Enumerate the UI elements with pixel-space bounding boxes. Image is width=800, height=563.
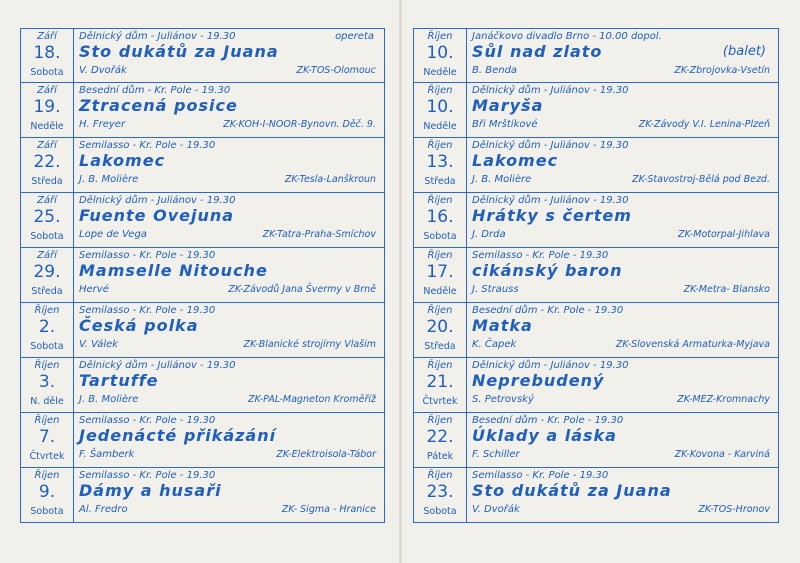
- schedule-row: [413, 303, 779, 358]
- ensemble: ZK-Závodů Jana Švermy v Brně: [228, 284, 376, 295]
- performance-info: [472, 29, 774, 82]
- weekday: Sobota: [423, 506, 457, 517]
- weekday: Středa: [424, 341, 456, 352]
- author: Hervé: [79, 284, 109, 295]
- month: Říjen: [427, 415, 453, 426]
- venue-time: Besední dům - Kr. Pole - 19.30: [472, 305, 624, 316]
- venue-time: Semilasso - Kr. Pole - 19.30: [79, 305, 216, 316]
- day: 23.: [426, 482, 454, 502]
- weekday: Neděle: [423, 67, 457, 78]
- month: Září: [37, 31, 57, 42]
- performance-info: [79, 413, 380, 467]
- performance-info: [79, 29, 380, 82]
- venue-time: Semilasso - Kr. Pole - 19.30: [472, 250, 609, 261]
- month: Říjen: [427, 250, 453, 261]
- schedule-row: [20, 248, 385, 303]
- venue-time: Semilasso - Kr. Pole - 19.30: [79, 415, 216, 426]
- venue-time: Dělnický dům - Juliánov - 19.30: [472, 140, 629, 151]
- performance-info: [472, 193, 774, 247]
- day: 18.: [33, 43, 61, 63]
- author: B. Benda: [472, 65, 518, 76]
- performance-info: [79, 468, 380, 522]
- schedule-row: [20, 468, 385, 523]
- schedule-row: [413, 248, 779, 303]
- venue-time: Dělnický dům - Juliánov - 19.30: [79, 31, 236, 42]
- day: 13.: [426, 152, 454, 172]
- date-cell: [414, 413, 467, 467]
- schedule-row: [20, 28, 385, 83]
- ensemble: ZK-Slovenská Armaturka-Myjava: [615, 339, 770, 350]
- month: Říjen: [34, 305, 60, 316]
- month: Září: [37, 85, 57, 96]
- play-title: Česká polka: [79, 316, 199, 335]
- left-page-schedule: [20, 28, 385, 523]
- date-cell: [414, 248, 467, 302]
- date-cell: [21, 303, 74, 357]
- venue-time: Semilasso - Kr. Pole - 19.30: [79, 140, 216, 151]
- venue-time: Besední dům - Kr. Pole - 19.30: [79, 85, 231, 96]
- play-title: Fuente Ovejuna: [79, 206, 235, 225]
- day: 9.: [38, 482, 56, 502]
- date-cell: [21, 358, 74, 412]
- schedule-row: [413, 28, 779, 83]
- play-title: Tartuffe: [79, 371, 159, 390]
- weekday: Sobota: [30, 341, 64, 352]
- day: 21.: [426, 372, 454, 392]
- performance-info: [472, 248, 774, 302]
- date-cell: [21, 138, 74, 192]
- play-title: Sto dukátů za Juana: [79, 42, 279, 61]
- author: J. B. Molière: [79, 174, 139, 185]
- play-title: Úklady a láska: [472, 426, 617, 445]
- month: Září: [37, 195, 57, 206]
- genre-note: opereta: [335, 31, 374, 42]
- weekday: Středa: [424, 176, 456, 187]
- ensemble: ZK-KOH-I-NOOR-Bynovn. Děč. 9.: [223, 119, 376, 130]
- day: 3.: [38, 372, 56, 392]
- day: 20.: [426, 317, 454, 337]
- author: K. Čapek: [472, 339, 517, 350]
- date-cell: [414, 138, 467, 192]
- author: V. Dvořák: [472, 504, 520, 515]
- weekday: Čtvrtek: [29, 451, 65, 462]
- venue-time: Semilasso - Kr. Pole - 19.30: [472, 470, 609, 481]
- play-title: Maryša: [472, 96, 544, 115]
- schedule-row: [20, 413, 385, 468]
- month: Září: [37, 250, 57, 261]
- weekday: Středa: [31, 176, 63, 187]
- weekday: Sobota: [30, 67, 64, 78]
- ensemble: ZK-Metra- Blansko: [683, 284, 770, 295]
- play-title: Hrátky s čertem: [472, 206, 632, 225]
- performance-info: [79, 303, 380, 357]
- author: H. Freyer: [79, 119, 126, 130]
- play-title: Mamselle Nitouche: [79, 261, 268, 280]
- venue-time: Dělnický dům - Juliánov - 19.30: [79, 360, 236, 371]
- day: 29.: [33, 262, 61, 282]
- schedule-row: [20, 138, 385, 193]
- play-title: Matka: [472, 316, 533, 335]
- day: 22.: [426, 427, 454, 447]
- author: F. Schiller: [472, 449, 520, 460]
- right-page-schedule: [413, 28, 779, 523]
- schedule-row: [20, 358, 385, 413]
- ensemble: ZK-PAL-Magneton Kroměříž: [247, 394, 376, 405]
- play-title: Jedenácté přikázání: [79, 426, 277, 445]
- month: Říjen: [34, 415, 60, 426]
- venue-time: Semilasso - Kr. Pole - 19.30: [79, 470, 216, 481]
- date-cell: [21, 248, 74, 302]
- ensemble: ZK-Motorpal-Jihlava: [678, 229, 770, 240]
- schedule-row: [413, 193, 779, 248]
- weekday: Neděle: [30, 121, 64, 132]
- ensemble: ZK-Zbrojovka-Vsetín: [674, 65, 770, 76]
- schedule-row: [20, 193, 385, 248]
- weekday: Neděle: [423, 286, 457, 297]
- day: 10.: [426, 97, 454, 117]
- date-cell: [414, 358, 467, 412]
- ensemble: ZK-TOS-Olomouc: [296, 65, 376, 76]
- ensemble: ZK-Závody V.I. Lenina-Plzeň: [638, 119, 770, 130]
- schedule-row: [413, 83, 779, 138]
- ensemble: ZK-Tesla-Lanškroun: [284, 174, 376, 185]
- author: J. Strauss: [472, 284, 519, 295]
- venue-time: Besední dům - Kr. Pole - 19.30: [472, 415, 624, 426]
- ensemble: ZK-Kovona - Karviná: [674, 449, 770, 460]
- date-cell: [414, 468, 467, 522]
- ensemble: ZK-TOS-Hronov: [698, 504, 770, 515]
- performance-info: [79, 138, 380, 192]
- date-cell: [21, 193, 74, 247]
- author: Al. Fredro: [79, 504, 128, 515]
- ensemble: ZK-Elektroisola-Tábor: [276, 449, 376, 460]
- page-fold: [399, 0, 402, 563]
- ensemble: ZK-Tatra-Praha-Smíchov: [262, 229, 376, 240]
- month: Říjen: [427, 470, 453, 481]
- performance-info: [79, 248, 380, 302]
- play-title: Neprebudený: [472, 371, 605, 390]
- title-note: (balet): [722, 44, 766, 59]
- schedule-row: [413, 413, 779, 468]
- performance-info: [79, 83, 380, 137]
- schedule-row: [413, 138, 779, 193]
- performance-info: [472, 83, 774, 137]
- day: 10.: [426, 43, 454, 63]
- day: 25.: [33, 207, 61, 227]
- weekday: Neděle: [423, 121, 457, 132]
- author: Bři Mrštíkové: [472, 119, 538, 130]
- date-cell: [414, 303, 467, 357]
- ensemble: ZK-Stavostroj-Bělá pod Bezd.: [632, 174, 770, 185]
- month: Říjen: [427, 195, 453, 206]
- weekday: Sobota: [30, 506, 64, 517]
- performance-info: [472, 138, 774, 192]
- venue-time: Dělnický dům - Juliánov - 19.30: [472, 360, 629, 371]
- venue-time: Dělnický dům - Juliánov - 19.30: [472, 195, 629, 206]
- weekday: Pátek: [426, 451, 454, 462]
- weekday: Sobota: [423, 231, 457, 242]
- day: 16.: [426, 207, 454, 227]
- date-cell: [21, 468, 74, 522]
- performance-info: [472, 303, 774, 357]
- play-title: Lakomec: [472, 151, 559, 170]
- author: V. Válek: [79, 339, 119, 350]
- author: S. Petrovský: [472, 394, 534, 405]
- date-cell: [21, 83, 74, 137]
- author: J. B. Molière: [472, 174, 532, 185]
- venue-time: Janáčkovo divadlo Brno - 10.00 dopol.: [472, 31, 662, 42]
- ensemble: ZK- Sigma - Hranice: [281, 504, 376, 515]
- author: J. Drda: [472, 229, 506, 240]
- schedule-row: [413, 468, 779, 523]
- performance-info: [79, 193, 380, 247]
- author: J. B. Molière: [79, 394, 139, 405]
- play-title: Sto dukátů za Juana: [472, 481, 672, 500]
- weekday: Sobota: [30, 231, 64, 242]
- play-title: Sůl nad zlato: [472, 42, 603, 61]
- date-cell: [21, 413, 74, 467]
- play-title: Ztracená posice: [79, 96, 238, 115]
- author: Lope de Vega: [79, 229, 147, 240]
- date-cell: [21, 29, 74, 82]
- month: Říjen: [34, 360, 60, 371]
- venue-time: Dělnický dům - Juliánov - 19.30: [472, 85, 629, 96]
- play-title: Lakomec: [79, 151, 166, 170]
- venue-time: Semilasso - Kr. Pole - 19.30: [79, 250, 216, 261]
- weekday: Středa: [31, 286, 63, 297]
- day: 22.: [33, 152, 61, 172]
- performance-info: [472, 358, 774, 412]
- month: Říjen: [427, 85, 453, 96]
- day: 2.: [38, 317, 56, 337]
- ensemble: ZK-Blanické strojírny Vlašim: [243, 339, 376, 350]
- schedule-row: [20, 83, 385, 138]
- month: Říjen: [427, 31, 453, 42]
- play-title: cikánský baron: [472, 261, 623, 280]
- weekday: Čtvrtek: [422, 396, 458, 407]
- venue-time: Dělnický dům - Juliánov - 19.30: [79, 195, 236, 206]
- day: 7.: [38, 427, 56, 447]
- date-cell: [414, 29, 467, 82]
- month: Říjen: [427, 360, 453, 371]
- month: Říjen: [427, 140, 453, 151]
- ensemble: ZK-MEZ-Kromnachy: [677, 394, 770, 405]
- play-title: Dámy a husaři: [79, 481, 222, 500]
- month: Říjen: [427, 305, 453, 316]
- schedule-row: [413, 358, 779, 413]
- date-cell: [414, 193, 467, 247]
- day: 17.: [426, 262, 454, 282]
- date-cell: [414, 83, 467, 137]
- author: F. Šamberk: [79, 449, 135, 460]
- author: V. Dvořák: [79, 65, 127, 76]
- performance-info: [472, 413, 774, 467]
- month: Říjen: [34, 470, 60, 481]
- performance-info: [472, 468, 774, 522]
- day: 19.: [33, 97, 61, 117]
- schedule-row: [20, 303, 385, 358]
- performance-info: [79, 358, 380, 412]
- weekday: N. děle: [30, 396, 64, 407]
- month: Září: [37, 140, 57, 151]
